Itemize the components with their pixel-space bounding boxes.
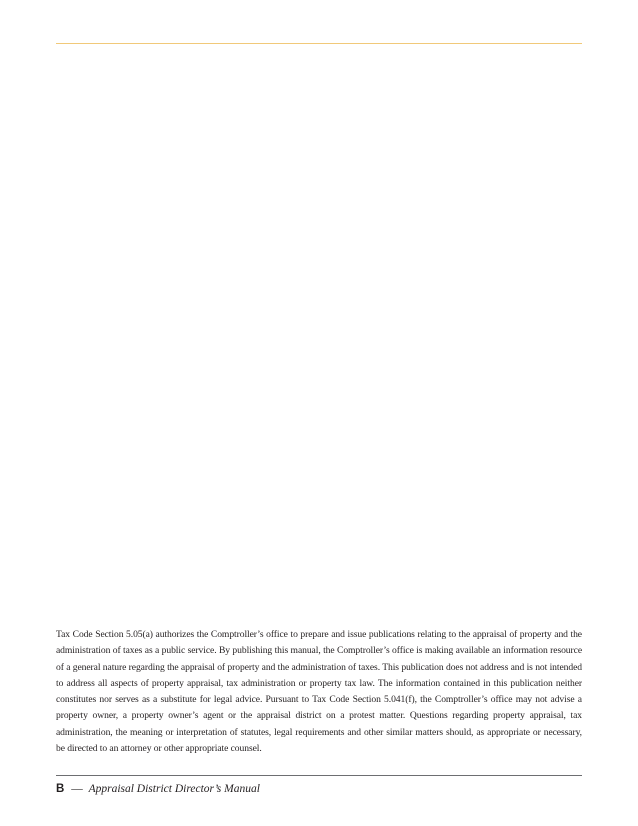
manual-title: Appraisal District Director’s Manual — [88, 783, 260, 795]
legal-disclaimer-paragraph: Tax Code Section 5.05(a) authorizes the Comptroller’s office to prepare and issue publications relating to the appraisal of property and the administration of taxes as a public service. By publishing this manual, the Comptroller’s office is making available an information resource of a general nature regarding the appraisal of property and the administration of taxes. This publication does not address and is not intended to address all aspects of property appraisal, tax administration or property tax law. The information contained in this publication neither constitutes nor serves as a substitute for legal advice. Pursuant to Tax Code Section 5.041(f), the Comptroller’s office may not advise a property owner, a property owner’s agent or the appraisal district on a protest matter. Questions regarding property appraisal, tax administration, the meaning or interpretation of statutes, legal requirements and other similar matters should, as appropriate or necessary, be directed to an attorney or other appropriate counsel. — [56, 629, 582, 755]
page-number: B — [56, 783, 65, 795]
footer-rule — [56, 775, 582, 776]
page-footer — [56, 780, 260, 798]
header-rule — [56, 43, 582, 44]
footer-separator: — — [71, 783, 83, 795]
